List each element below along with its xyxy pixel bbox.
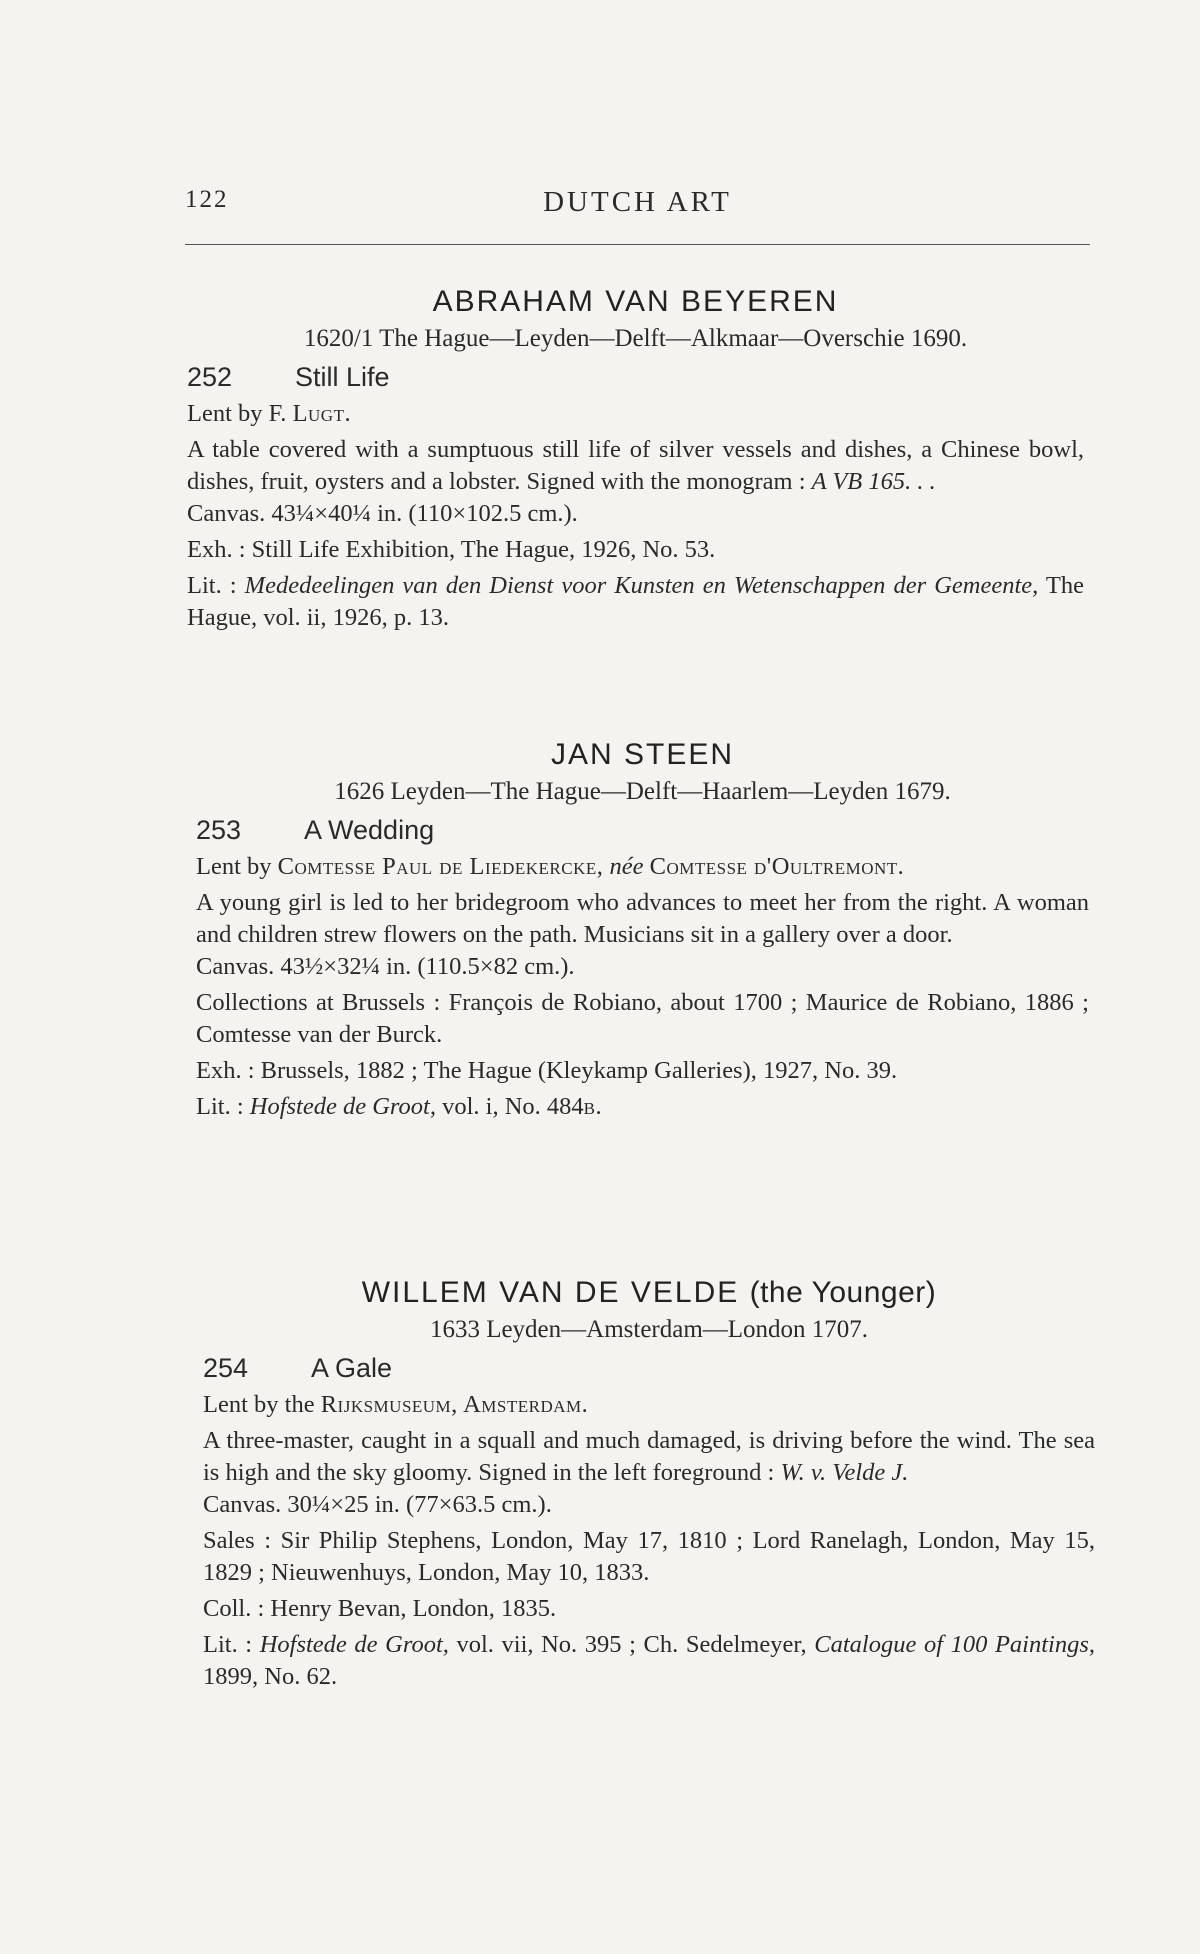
lender-prefix: Lent by the xyxy=(203,1391,321,1418)
description-text: A table covered with a sumptuous still life of silver vessels and dishes, a Chinese bowl, dishes, fruit, oysters and a lobster. Signed with the monogram : xyxy=(187,436,1084,495)
literature-line xyxy=(196,1091,1089,1123)
running-head xyxy=(185,186,1090,226)
catalogue-number: 253 xyxy=(196,815,242,845)
literature-title: Hofstede de Groot, xyxy=(259,1631,449,1658)
entry-title-line xyxy=(187,358,1084,396)
literature-line xyxy=(187,570,1084,634)
lender-name: Comtesse Paul de Liedekercke, xyxy=(277,853,604,880)
signature-text: W. v. Velde J. xyxy=(780,1459,909,1486)
exhibition-line: Exh. : Brussels, 1882 ; The Hague (Kleykamp Galleries), 1927, No. 39. xyxy=(196,1057,898,1084)
entry-title-line xyxy=(196,811,1089,849)
artist-name: ABRAHAM VAN BEYEREN xyxy=(432,285,839,318)
artist-name-line xyxy=(203,1273,1095,1313)
literature-title-2: Catalogue of 100 Paintings, xyxy=(814,1631,1096,1658)
signature-text: A VB 165. . . xyxy=(811,468,936,495)
literature-end: 1899, No. 62. xyxy=(203,1663,338,1690)
description: A young girl is led to her bridegroom who advances to meet her from the right. A woman and children strew flowers on the path. Musicians sit in a gallery over a door. xyxy=(196,889,1089,948)
page-number: 122 xyxy=(185,186,229,213)
sales-line: Sales : Sir Philip Stephens, London, May 17, 1810 ; Lord Ranelagh, London, May 15, 1829 ; Nieuwenhuys, London, May 10, 1833. xyxy=(203,1527,1095,1586)
literature-mid: vol. vii, No. 395 ; Ch. Sedelmeyer, xyxy=(448,1631,815,1658)
lender-name: Lugt xyxy=(292,400,345,427)
artist-name: WILLEM VAN DE VELDE xyxy=(361,1276,740,1309)
canvas-dimensions: Canvas. 30¼×25 in. (77×63.5 cm.). xyxy=(203,1491,552,1518)
description xyxy=(187,434,1084,498)
literature-suffix: b xyxy=(583,1093,596,1120)
header-rule xyxy=(185,244,1090,245)
exhibition-line: Exh. : Still Life Exhibition, The Hague, 1926, No. 53. xyxy=(187,536,716,563)
lender-line xyxy=(196,851,1089,883)
painting-title: Still Life xyxy=(295,362,390,392)
artist-name: JAN STEEN xyxy=(550,738,735,771)
lender-suffix: . xyxy=(581,1391,588,1418)
lender-line xyxy=(187,398,1084,430)
literature-prefix: Lit. : xyxy=(203,1631,260,1658)
artist-suffix: (the Younger) xyxy=(749,1276,937,1309)
lender-maiden-name: Comtesse d'Oultremont. xyxy=(649,853,905,880)
description xyxy=(203,1425,1095,1489)
lender-nee: née xyxy=(609,853,644,880)
literature-prefix: Lit. : xyxy=(196,1093,250,1120)
painting-title: A Wedding xyxy=(304,815,435,845)
artist-dates: 1633 Leyden—Amsterdam—London 1707. xyxy=(429,1316,869,1343)
catalogue-number: 252 xyxy=(187,362,233,392)
literature-end: . xyxy=(595,1093,602,1120)
lender-suffix: . xyxy=(344,400,351,427)
literature-rest: vol. i, No. 484 xyxy=(435,1093,584,1120)
catalogue-entry-253 xyxy=(196,735,1089,1123)
canvas-dimensions: Canvas. 43½×32¼ in. (110.5×82 cm.). xyxy=(196,953,575,980)
catalogue-entry-254 xyxy=(203,1273,1095,1693)
artist-dates: 1626 Leyden—The Hague—Delft—Haarlem—Leyden 1679. xyxy=(334,778,951,805)
lender-prefix: Lent by xyxy=(196,853,278,880)
collections-line: Collections at Brussels : François de Robiano, about 1700 ; Maurice de Robiano, 1886 ; Comtesse van der Burck. xyxy=(196,989,1089,1048)
literature-title: Hofstede de Groot, xyxy=(249,1093,436,1120)
description-text: A three-master, caught in a squall and much damaged, is driving before the wind. The sea is high and the sky gloomy. Signed in the left foreground : xyxy=(203,1427,1095,1486)
canvas-dimensions: Canvas. 43¼×40¼ in. (110×102.5 cm.). xyxy=(187,500,578,527)
literature-rest: The Hague, vol. ii, 1926, p. 13. xyxy=(187,572,1085,631)
literature-line xyxy=(203,1629,1095,1693)
entry-title-line xyxy=(203,1349,1095,1387)
lender-line xyxy=(203,1389,1095,1421)
running-title: DUTCH ART xyxy=(543,186,732,218)
catalogue-entry-252 xyxy=(187,282,1084,634)
artist-dates: 1620/1 The Hague—Leyden—Delft—Alkmaar—Overschie 1690. xyxy=(303,325,968,352)
literature-title: Mededeelingen van den Dienst voor Kunsten en Wetenschappen der Gemeente, xyxy=(244,572,1039,599)
lender-prefix: Lent by F. xyxy=(187,400,293,427)
painting-title: A Gale xyxy=(311,1353,393,1383)
collection-line: Coll. : Henry Bevan, London, 1835. xyxy=(203,1595,557,1622)
lender-name: Rijksmuseum, Amsterdam xyxy=(320,1391,582,1418)
catalogue-number: 254 xyxy=(203,1353,249,1383)
literature-prefix: Lit. : xyxy=(187,572,245,599)
